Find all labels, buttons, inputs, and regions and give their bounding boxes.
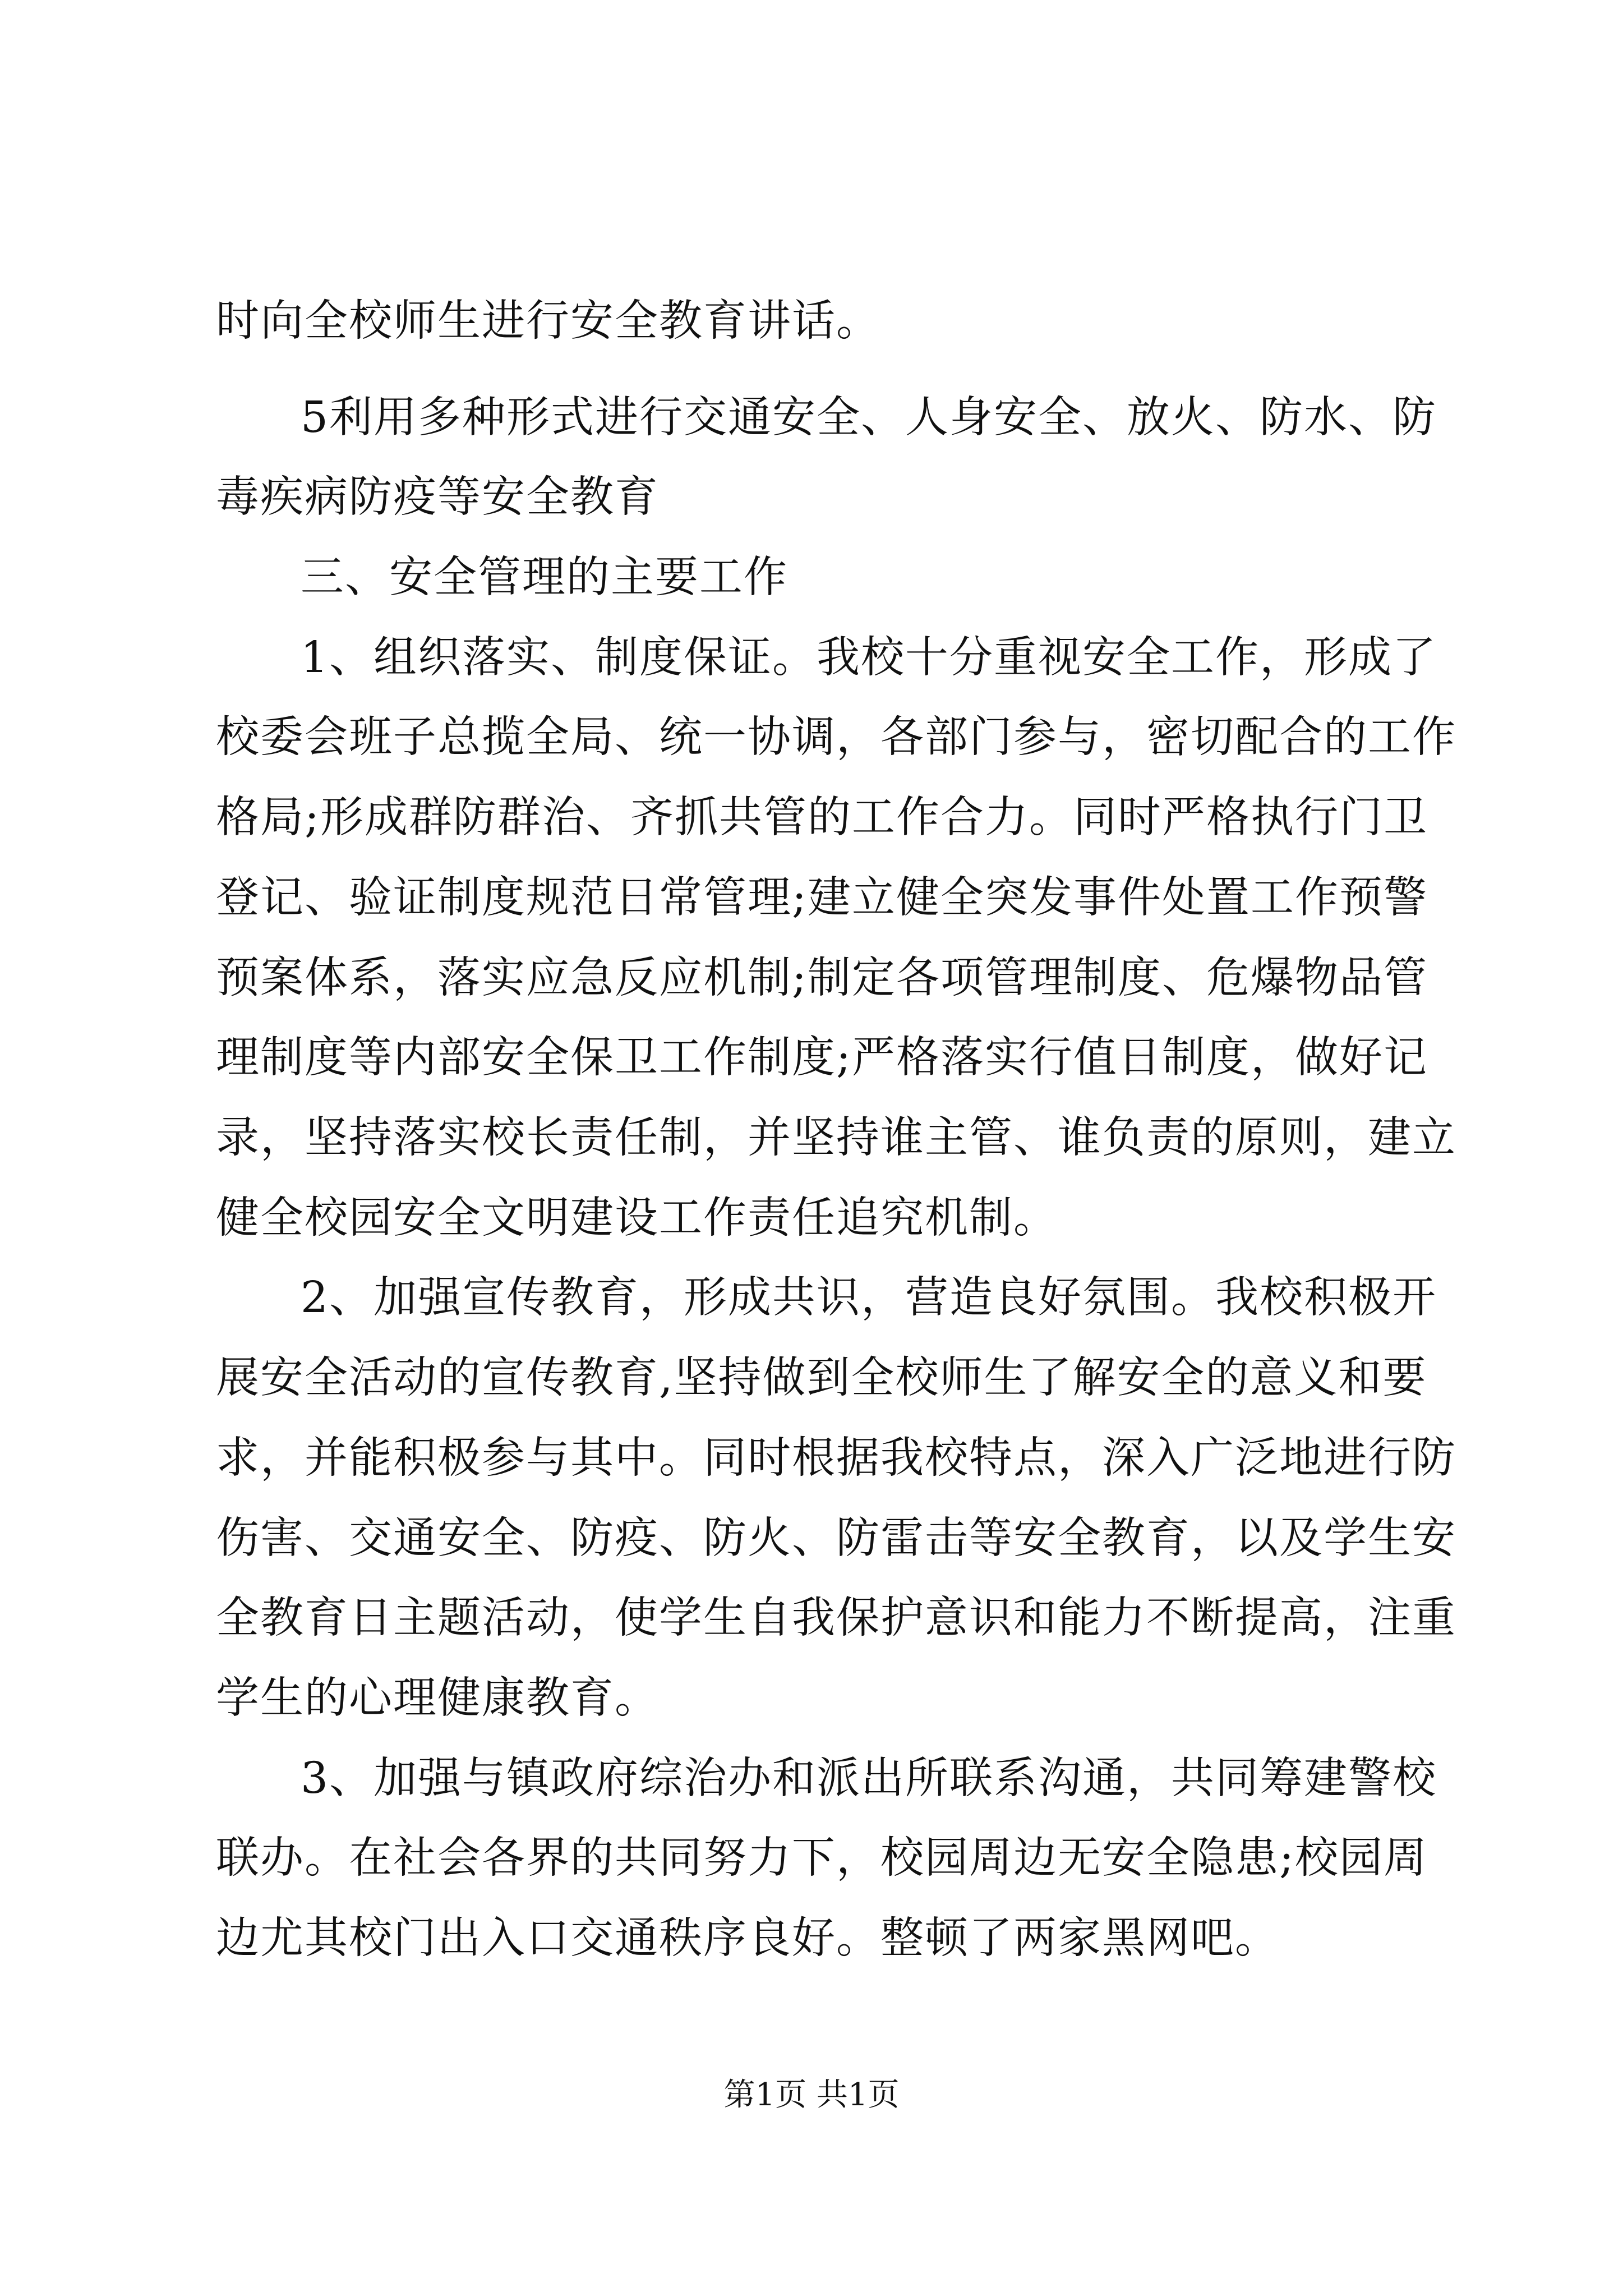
text-line-7: 格局;形成群防群治、齐抓共管的工作合力。同时严格执行门卫 xyxy=(216,793,1428,843)
text-line-14: 展安全活动的宣传教育,坚持做到全校师生了解安全的意义和要 xyxy=(216,1353,1427,1403)
text-line-5: 1、组织落实、制度保证。我校十分重视安全工作，形成了 xyxy=(301,633,1437,683)
text-line-10: 理制度等内部安全保卫工作制度;严格落实行值日制度，做好记 xyxy=(216,1033,1428,1083)
text-line-9: 预案体系，落实应急反应机制;制定各项管理制度、危爆物品管 xyxy=(216,953,1428,1003)
text-line-20: 联办。在社会各界的共同努力下，校园周边无安全隐患;校园周 xyxy=(216,1833,1428,1883)
section-heading: 三、安全管理的主要工作 xyxy=(301,553,788,602)
text-line-21: 边尤其校门出入口交通秩序良好。整顿了两家黑网吧。 xyxy=(216,1913,1279,1963)
text-line-13: 2、加强宣传教育，形成共识，营造良好氛围。我校积极开 xyxy=(301,1273,1437,1323)
text-line-12: 健全校园安全文明建设工作责任追究机制。 xyxy=(216,1193,1058,1243)
page-number-footer: 第1页 共1页 xyxy=(723,2077,900,2113)
text-line-3: 毒疾病防疫等安全教育 xyxy=(216,472,659,522)
text-line-6: 校委会班子总揽全局、统一协调，各部门参与，密切配合的工作 xyxy=(216,712,1456,762)
text-line-8: 登记、验证制度规范日常管理;建立健全突发事件处置工作预警 xyxy=(216,873,1428,923)
text-line-18: 学生的心理健康教育。 xyxy=(216,1673,659,1723)
text-line-2: 5利用多种形式进行交通安全、人身安全、放火、防水、防 xyxy=(301,393,1437,443)
text-line-16: 伤害、交通安全、防疫、防火、防雷击等安全教育，以及学生安 xyxy=(216,1513,1456,1563)
text-line-1: 时向全校师生进行安全教育讲话。 xyxy=(216,296,880,346)
text-line-17: 全教育日主题活动，使学生自我保护意识和能力不断提高，注重 xyxy=(216,1593,1456,1643)
text-line-19: 3、加强与镇政府综治办和派出所联系沟通，共同筹建警校 xyxy=(301,1754,1437,1803)
text-line-11: 录，坚持落实校长责任制，并坚持谁主管、谁负责的原则，建立 xyxy=(216,1113,1456,1163)
text-line-15: 求，并能积极参与其中。同时根据我校特点，深入广泛地进行防 xyxy=(216,1433,1456,1483)
